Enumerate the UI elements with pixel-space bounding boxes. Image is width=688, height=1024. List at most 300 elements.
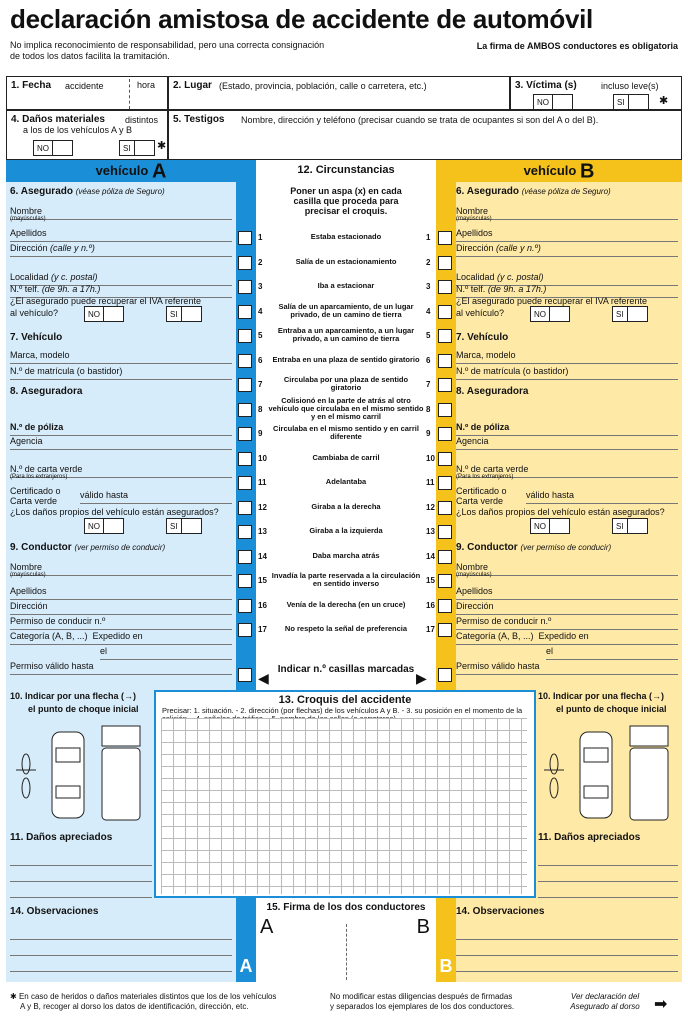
b-cond-nombre-field[interactable]	[456, 562, 678, 576]
b-direccion-hint: (calle y n.º)	[496, 243, 541, 253]
b-circunstancia-checkbox[interactable]	[438, 280, 452, 294]
b-carta-verde-field[interactable]	[456, 464, 678, 478]
b-poliza-label: N.º de póliza	[456, 422, 510, 432]
circunstancia-number-a: 3	[258, 282, 263, 291]
b-nombre-label: Nombre	[456, 206, 489, 216]
circunstancia-number-b: 6	[426, 355, 431, 365]
car-icon	[52, 732, 84, 818]
b-circunstancia-checkbox[interactable]	[438, 525, 452, 539]
circunstancia-number-a: 16	[258, 600, 267, 610]
circunstancia-number-b: 12	[426, 502, 435, 512]
b-marca-field[interactable]	[456, 350, 678, 364]
a-apellidos-field[interactable]	[10, 228, 232, 242]
b-marca-label: Marca, modelo	[456, 350, 516, 360]
circunstancia-number-a: 5	[258, 331, 263, 340]
vehicle-a-header	[6, 160, 256, 182]
a-circunstancia-checkbox[interactable]	[238, 403, 252, 417]
no-label: NO	[534, 309, 546, 319]
b-circunstancia-checkbox[interactable]	[438, 623, 452, 637]
si-label: SI	[616, 521, 624, 531]
b-direccion-field[interactable]	[456, 243, 678, 257]
victimas-label: 3. Víctima (s)	[515, 80, 577, 91]
si-label: SI	[616, 309, 624, 319]
victimas-hint: incluso leve(s)	[601, 81, 659, 91]
a-agencia-label: Agencia	[10, 436, 43, 446]
b-circunstancia-checkbox[interactable]	[438, 599, 452, 613]
b-categoria-field[interactable]	[456, 631, 678, 645]
a-circunstancia-checkbox[interactable]	[238, 427, 252, 441]
circunstancia-number-b: 15	[426, 576, 435, 585]
indicar-casillas-label: Indicar n.º casillas marcadas	[277, 664, 415, 675]
b-cond-nombre-label: Nombre	[456, 562, 489, 572]
b-apellidos-label: Apellidos	[456, 228, 493, 238]
truck-icon	[102, 726, 140, 820]
circunstancia-number-a: 6	[258, 355, 263, 365]
a-mayusculas-note: (mayúsculas)	[10, 216, 46, 222]
a-asegurado-hint: (véase póliza de Seguro)	[75, 187, 165, 196]
circunstancia-14: Daba marcha atrás	[312, 550, 380, 560]
circunstancia-12: Giraba a la derecha	[311, 501, 381, 511]
b-permiso-valido-field[interactable]	[456, 661, 678, 675]
a-iva-question-2: al vehículo?	[10, 308, 59, 318]
a-cond-nombre-label: Nombre	[10, 562, 43, 572]
a-circunstancia-checkbox[interactable]	[238, 574, 252, 588]
si-label: SI	[617, 97, 625, 107]
a-circunstancia-checkbox[interactable]	[238, 329, 252, 343]
circunstancia-number-a: 7	[258, 380, 263, 389]
subtitle-line-1: No implica reconocimiento de responsabilidad, pero una correcta consignación	[10, 40, 325, 50]
a-apellidos-label: Apellidos	[10, 228, 47, 238]
circunstancia-10: Cambiaba de carril	[312, 452, 380, 462]
circunstancias-title: 12. Circunstancias	[297, 164, 395, 176]
b-extranjeros-note: (Para los extranjeros)	[456, 474, 514, 480]
circunstancia-number-b: 10	[426, 453, 435, 463]
victimas-no-checkbox[interactable]	[533, 94, 573, 110]
b-obs-line-3[interactable]	[456, 958, 678, 972]
a-obs-line-1[interactable]	[10, 926, 232, 940]
b-valido-label: válido hasta	[526, 490, 575, 500]
a-iva-no-checkbox[interactable]	[84, 306, 124, 322]
vehicle-b-header-label: vehículo	[523, 163, 577, 178]
circunstancia-number-b: 8	[426, 404, 431, 414]
fecha-label: 1. Fecha	[11, 80, 52, 91]
circunstancia-13: Giraba a la izquierda	[309, 526, 383, 535]
b-cond-direccion-field[interactable]	[456, 601, 678, 615]
a-iva-si-checkbox[interactable]	[166, 306, 202, 322]
a-circunstancia-checkbox[interactable]	[238, 476, 252, 490]
a-circunstancia-checkbox[interactable]	[238, 354, 252, 368]
a-telf-hint: (de 9h. a 17h.)	[41, 284, 101, 294]
circunstancia-8: Colisionó en la parte de atrás al otro vehículo que circulaba en el mismo sentido y en el mismo carril	[268, 395, 424, 421]
circunstancia-number-b: 17	[426, 625, 435, 634]
a-conductor-hint: (ver permiso de conducir)	[74, 543, 166, 552]
circunstancia-number-a: 11	[258, 478, 267, 487]
a-danos-si-checkbox[interactable]	[166, 518, 202, 534]
a-expedido-label: Expedido en	[92, 631, 143, 641]
circunstancia-number-b: 5	[426, 331, 431, 340]
danos-hint-2: a los de los vehículos A y B	[23, 125, 133, 135]
b-circunstancia-checkbox[interactable]	[438, 550, 452, 564]
circunstancia-number-a: 14	[258, 551, 267, 561]
b-conductor-label: 9. Conductor	[456, 542, 518, 553]
a-circunstancia-checkbox[interactable]	[238, 550, 252, 564]
a-agencia-field[interactable]	[10, 436, 232, 450]
b-carta-verde-label: N.º de carta verde	[456, 464, 529, 474]
lugar-box[interactable]	[168, 76, 510, 110]
b-expedido-label: Expedido en	[538, 631, 589, 641]
a-observaciones-title: 14. Observaciones	[10, 906, 99, 917]
a-danos-no-checkbox[interactable]	[84, 518, 124, 534]
a-cond-mayusculas-note: (mayúsculas)	[10, 572, 46, 578]
firma-divider	[346, 924, 347, 980]
a-poliza-field[interactable]	[10, 422, 232, 436]
b-danos-line-1[interactable]	[538, 852, 678, 866]
b-nombre-field[interactable]	[456, 206, 678, 220]
subtitle	[10, 40, 400, 62]
b-circunstancia-checkbox[interactable]	[438, 378, 452, 392]
a-certificado	[10, 486, 61, 506]
a-choque-title-1: 10. Indicar por una flecha (→)	[10, 691, 137, 701]
b-asegurado-label: 6. Asegurado	[456, 186, 519, 197]
b-conductor-hint: (ver permiso de conducir)	[520, 543, 612, 552]
circunstancia-16: Venía de la derecha (en un cruce)	[286, 599, 406, 609]
circunstancia-number-b: 14	[426, 551, 435, 561]
danos-no-checkbox[interactable]	[33, 140, 73, 156]
b-cond-apellidos-label: Apellidos	[456, 586, 493, 596]
star-icon: ✱	[157, 140, 167, 152]
circunstancia-11: Adelantaba	[325, 477, 367, 486]
footer-note-3-line-2: Asegurado al dorso	[570, 1002, 640, 1011]
a-obs-line-2[interactable]	[10, 942, 232, 956]
circunstancia-number-b: 16	[426, 600, 435, 610]
hora-label: hora	[137, 80, 156, 90]
circunstancia-number-a: 9	[258, 429, 263, 438]
a-danos-question: ¿Los daños propios del vehículo están asegurados?	[10, 507, 219, 517]
no-label: NO	[534, 521, 546, 531]
a-localidad-label: Localidad	[10, 272, 49, 282]
a-permiso-field[interactable]	[10, 616, 232, 630]
a-valido-field[interactable]	[80, 490, 232, 504]
b-iva-no-checkbox[interactable]	[530, 306, 570, 322]
b-iva-si-checkbox[interactable]	[612, 306, 648, 322]
croquis-hint: Precisar: 1. situación. - 2. dirección (por flechas) de los vehículos A y B. - 3. su posición en el momento de la	[162, 706, 523, 715]
circunstancia-number-b: 1	[426, 233, 431, 242]
b-choque-title-1: 10. Indicar por una flecha (→)	[538, 691, 665, 701]
a-danos-apreciados-title: 11. Daños apreciados	[10, 832, 113, 843]
testigos-label: 5. Testigos	[173, 114, 225, 125]
b-permiso-valido-label: Permiso válido hasta	[456, 661, 540, 671]
b-circunstancia-checkbox[interactable]	[438, 501, 452, 515]
a-circunstancia-checkbox[interactable]	[238, 452, 252, 466]
b-cond-apellidos-field[interactable]	[456, 586, 678, 600]
a-cond-apellidos-label: Apellidos	[10, 586, 47, 596]
a-telf-label: N.º telf.	[10, 284, 40, 294]
b-vehiculo-title: 7. Vehículo	[456, 332, 509, 343]
star-icon: ✱	[659, 95, 669, 107]
a-categoria-label: Categoría (A, B, ...)	[10, 631, 88, 641]
b-valido-field[interactable]	[526, 490, 678, 504]
footer-note-3-line-1: Ver declaración del	[570, 992, 640, 1001]
footer-note-3	[560, 992, 650, 1012]
a-permiso-valido-field[interactable]	[10, 661, 232, 675]
lugar-hint: (Estado, provincia, población, calle o carretera, etc.)	[219, 81, 427, 91]
a-matricula-field[interactable]	[10, 366, 232, 380]
b-circunstancia-checkbox[interactable]	[438, 231, 452, 245]
vehicle-a-header-label: vehículo	[95, 163, 149, 178]
a-cond-direccion-field[interactable]	[10, 601, 232, 615]
a-marca-field[interactable]	[10, 350, 232, 364]
no-label: NO	[88, 309, 100, 319]
b-asegurado-title	[456, 186, 611, 197]
b-danos-line-2[interactable]	[538, 868, 678, 882]
b-choque-title-2: el punto de choque inicial	[556, 704, 667, 714]
a-strip-letter: A	[239, 956, 253, 976]
circunstancia-3: Iba a estacionar	[317, 281, 375, 290]
a-permiso-valido-label: Permiso válido hasta	[10, 661, 94, 671]
no-label: NO	[37, 143, 49, 153]
b-asegurado-hint: (véase póliza de Seguro)	[521, 187, 611, 196]
signature-note: La firma de AMBOS conductores es obligatoria	[476, 41, 678, 51]
a-danos-line-2[interactable]	[10, 868, 152, 882]
b-danos-no-checkbox[interactable]	[530, 518, 570, 534]
footer-star-icon: ✱	[10, 992, 17, 1001]
arrow-right-icon: ▶	[416, 670, 427, 686]
footer-note-2-line-2: y separados los ejemplares de los dos conductores.	[330, 1002, 515, 1011]
a-circunstancia-checkbox[interactable]	[238, 623, 252, 637]
circunstancia-15: Invadía la parte reservada a la circulación en sentido inverso	[271, 571, 421, 588]
circunstancia-number-b: 4	[426, 306, 431, 316]
victimas-box	[510, 76, 682, 110]
a-danos-line-1[interactable]	[10, 852, 152, 866]
firma-b-label: B	[416, 916, 430, 938]
b-telf-hint: (de 9h. a 17h.)	[487, 284, 547, 294]
circunstancia-9: Circulaba en el mismo sentido y en carril diferente	[273, 424, 419, 441]
b-telf-label: N.º telf.	[456, 284, 486, 294]
b-obs-line-2[interactable]	[456, 942, 678, 956]
b-vehicle-silhouettes[interactable]	[538, 724, 678, 824]
motorcycle-icon	[544, 754, 564, 798]
b-iva-question: ¿El asegurado puede recuperar el IVA referente	[456, 296, 647, 306]
page-title: declaración amistosa de accidente de automóvil	[10, 4, 593, 34]
a-nombre-field[interactable]	[10, 206, 232, 220]
b-circunstancia-checkbox[interactable]	[438, 305, 452, 319]
a-aseguradora-title: 8. Aseguradora	[10, 386, 83, 397]
a-vehicle-silhouettes[interactable]	[10, 724, 150, 824]
b-choque-title	[538, 690, 682, 716]
circunstancia-number-a: 2	[258, 257, 263, 267]
b-certificado-label: Certificado o	[456, 486, 507, 496]
no-label: NO	[88, 521, 100, 531]
footer-note-1	[10, 992, 320, 1012]
a-conductor-title	[10, 542, 165, 553]
danos-hint-1: distintos	[125, 115, 159, 125]
a-circunstancia-checkbox[interactable]	[238, 599, 252, 613]
b-obs-line-1[interactable]	[456, 926, 678, 940]
b-cond-direccion-label: Dirección	[456, 601, 494, 611]
circunstancia-number-b: 11	[426, 478, 435, 487]
testigos-box[interactable]	[168, 110, 682, 160]
b-certificado	[456, 486, 507, 506]
b-observaciones-title: 14. Observaciones	[456, 906, 545, 917]
circunstancia-6: Entraba en una plaza de sentido giratorio	[272, 354, 420, 364]
circunstancia-number-a: 1	[258, 233, 263, 242]
circunstancia-number-a: 17	[258, 625, 267, 634]
b-circunstancia-checkbox[interactable]	[438, 354, 452, 368]
b-el-label: el	[546, 646, 554, 656]
a-carta-verde2-label: Carta verde	[10, 496, 58, 506]
croquis-grid[interactable]	[161, 718, 527, 894]
fecha-box[interactable]	[6, 76, 168, 110]
circunstancia-7: Circulaba por una plaza de sentido giratorio	[283, 375, 409, 392]
a-circunstancia-checkbox[interactable]	[238, 231, 252, 245]
a-poliza-label: N.º de póliza	[10, 422, 64, 432]
b-localidad-hint: (y c. postal)	[497, 272, 544, 282]
a-circunstancia-checkbox[interactable]	[238, 501, 252, 515]
a-carta-verde-field[interactable]	[10, 464, 232, 478]
b-agencia-field[interactable]	[456, 436, 678, 450]
circunstancias-instructions: Poner un aspa (x) en cada casilla que proceda para precisar el croquis.	[290, 186, 402, 216]
b-localidad-label: Localidad	[456, 272, 495, 282]
circunstancia-number-a: 4	[258, 306, 263, 316]
subtitle-line-2: de todos los datos facilita la tramitación.	[10, 51, 170, 61]
vehicle-b-letter: B	[579, 160, 595, 183]
footer-note-1-line-2: A y B, recoger al dorso los datos de identificación, dirección, etc.	[20, 1002, 249, 1011]
testigos-hint: Nombre, dirección y teléfono (precisar cuando se trata de ocupantes si son del A o del B).	[241, 115, 599, 125]
danos-label: 4. Daños materiales	[11, 114, 105, 125]
b-poliza-field[interactable]	[456, 422, 678, 436]
vehicle-b-header	[436, 160, 682, 182]
b-matricula-field[interactable]	[456, 366, 678, 380]
circunstancia-5: Entraba a un aparcamiento, a un lugar privado, a un camino de tierra	[277, 326, 415, 343]
b-circunstancia-checkbox[interactable]	[438, 452, 452, 466]
b-danos-apreciados-title: 11. Daños apreciados	[538, 832, 641, 843]
a-direccion-label: Dirección	[10, 243, 48, 253]
victimas-si-checkbox[interactable]	[613, 94, 649, 110]
circunstancia-number-b: 7	[426, 380, 431, 389]
b-circunstancia-checkbox[interactable]	[438, 427, 452, 441]
footer-note-2-line-1: No modificar estas diligencias después de firmadas	[330, 992, 513, 1001]
firma-title: 15. Firma de los dos conductores	[266, 902, 426, 913]
b-permiso-label: Permiso de conducir n.º	[456, 616, 552, 626]
a-circunstancia-checkbox[interactable]	[238, 525, 252, 539]
fecha-divider	[129, 79, 130, 109]
circunstancia-number-a: 8	[258, 404, 263, 414]
a-matricula-label: N.º de matrícula (o bastidor)	[10, 366, 123, 376]
a-el-field[interactable]	[100, 646, 232, 660]
danos-materiales-box	[6, 110, 168, 160]
b-mayusculas-note: (mayúsculas)	[456, 216, 492, 222]
circunstancia-number-a: 15	[258, 576, 267, 585]
croquis-title: 13. Croquis del accidente	[278, 694, 412, 706]
b-aseguradora-title: 8. Aseguradora	[456, 386, 529, 397]
footer-note-2	[330, 992, 550, 1012]
b-danos-line-3[interactable]	[538, 884, 678, 898]
si-label: SI	[123, 143, 131, 153]
b-circunstancia-checkbox[interactable]	[438, 476, 452, 490]
circunstancia-2: Salía de un estacionamiento	[295, 256, 397, 266]
a-circunstancia-checkbox[interactable]	[238, 305, 252, 319]
a-carta-verde-label: N.º de carta verde	[10, 464, 83, 474]
circunstancia-number-b: 9	[426, 429, 431, 438]
vehicle-a-letter: A	[151, 160, 167, 183]
b-agencia-label: Agencia	[456, 436, 489, 446]
circunstancia-4: Salía de un aparcamiento, de un lugar privado, de un camino de tierra	[278, 301, 414, 319]
a-circunstancia-checkbox[interactable]	[238, 378, 252, 392]
a-permiso-label: Permiso de conducir n.º	[10, 616, 106, 626]
arrow-left-icon: ◀	[258, 670, 269, 686]
a-cond-direccion-label: Dirección	[10, 601, 48, 611]
a-obs-line-3[interactable]	[10, 958, 232, 972]
b-matricula-label: N.º de matrícula (o bastidor)	[456, 366, 569, 376]
b-strip-letter: B	[439, 956, 453, 976]
a-circunstancia-checkbox[interactable]	[238, 256, 252, 270]
accidente-label: accidente	[65, 81, 104, 91]
b-danos-si-checkbox[interactable]	[612, 518, 648, 534]
b-conductor-title	[456, 542, 611, 553]
circunstancia-number-a: 10	[258, 453, 267, 463]
no-label: NO	[537, 97, 549, 107]
a-marca-label: Marca, modelo	[10, 350, 70, 360]
danos-si-checkbox[interactable]	[119, 140, 155, 156]
a-choque-title	[10, 690, 160, 716]
a-el-label: el	[100, 646, 108, 656]
a-localidad-hint: (y c. postal)	[51, 272, 98, 282]
b-cond-mayusculas-note: (mayúsculas)	[456, 572, 492, 578]
b-categoria-label: Categoría (A, B, ...)	[456, 631, 534, 641]
b-apellidos-field[interactable]	[456, 228, 678, 242]
b-permiso-field[interactable]	[456, 616, 678, 630]
b-direccion-label: Dirección	[456, 243, 494, 253]
b-circunstancia-checkbox[interactable]	[438, 403, 452, 417]
a-iva-question: ¿El asegurado puede recuperar el IVA referente	[10, 296, 201, 306]
circunstancia-1: Estaba estacionado	[310, 232, 382, 241]
lugar-label: 2. Lugar	[173, 80, 212, 91]
arrow-right-icon: ➡	[654, 996, 668, 1013]
a-direccion-hint: (calle y n.º)	[50, 243, 95, 253]
b-carta-verde2-label: Carta verde	[456, 496, 504, 506]
circunstancia-number-b: 2	[426, 257, 431, 267]
b-danos-question: ¿Los daños propios del vehículo están asegurados?	[456, 507, 665, 517]
b-circunstancia-checkbox[interactable]	[438, 329, 452, 343]
firma-box[interactable]	[256, 898, 436, 982]
b-total-casillas-box[interactable]	[438, 668, 452, 682]
motorcycle-icon	[16, 754, 36, 798]
b-el-field[interactable]	[546, 646, 678, 660]
a-categoria-field[interactable]	[10, 631, 232, 645]
circunstancia-number-b: 13	[426, 527, 435, 536]
a-conductor-label: 9. Conductor	[10, 542, 72, 553]
a-vehiculo-title: 7. Vehículo	[10, 332, 63, 343]
a-direccion-field[interactable]	[10, 243, 232, 257]
a-cond-apellidos-field[interactable]	[10, 586, 232, 600]
b-circunstancia-checkbox[interactable]	[438, 256, 452, 270]
circunstancia-number-a: 12	[258, 502, 267, 512]
a-total-casillas-box[interactable]	[238, 668, 252, 682]
circunstancia-number-b: 3	[426, 282, 431, 291]
a-cond-nombre-field[interactable]	[10, 562, 232, 576]
b-circunstancia-checkbox[interactable]	[438, 574, 452, 588]
firma-a-label: A	[260, 916, 274, 938]
truck-icon	[630, 726, 668, 820]
circunstancia-17: No respeto la señal de preferencia	[284, 624, 408, 633]
b-iva-question-2: al vehículo?	[456, 308, 505, 318]
a-nombre-label: Nombre	[10, 206, 43, 216]
circunstancia-number-a: 13	[258, 527, 267, 536]
a-asegurado-title	[10, 186, 165, 197]
a-circunstancia-checkbox[interactable]	[238, 280, 252, 294]
si-label: SI	[170, 309, 178, 319]
a-danos-line-3[interactable]	[10, 884, 152, 898]
